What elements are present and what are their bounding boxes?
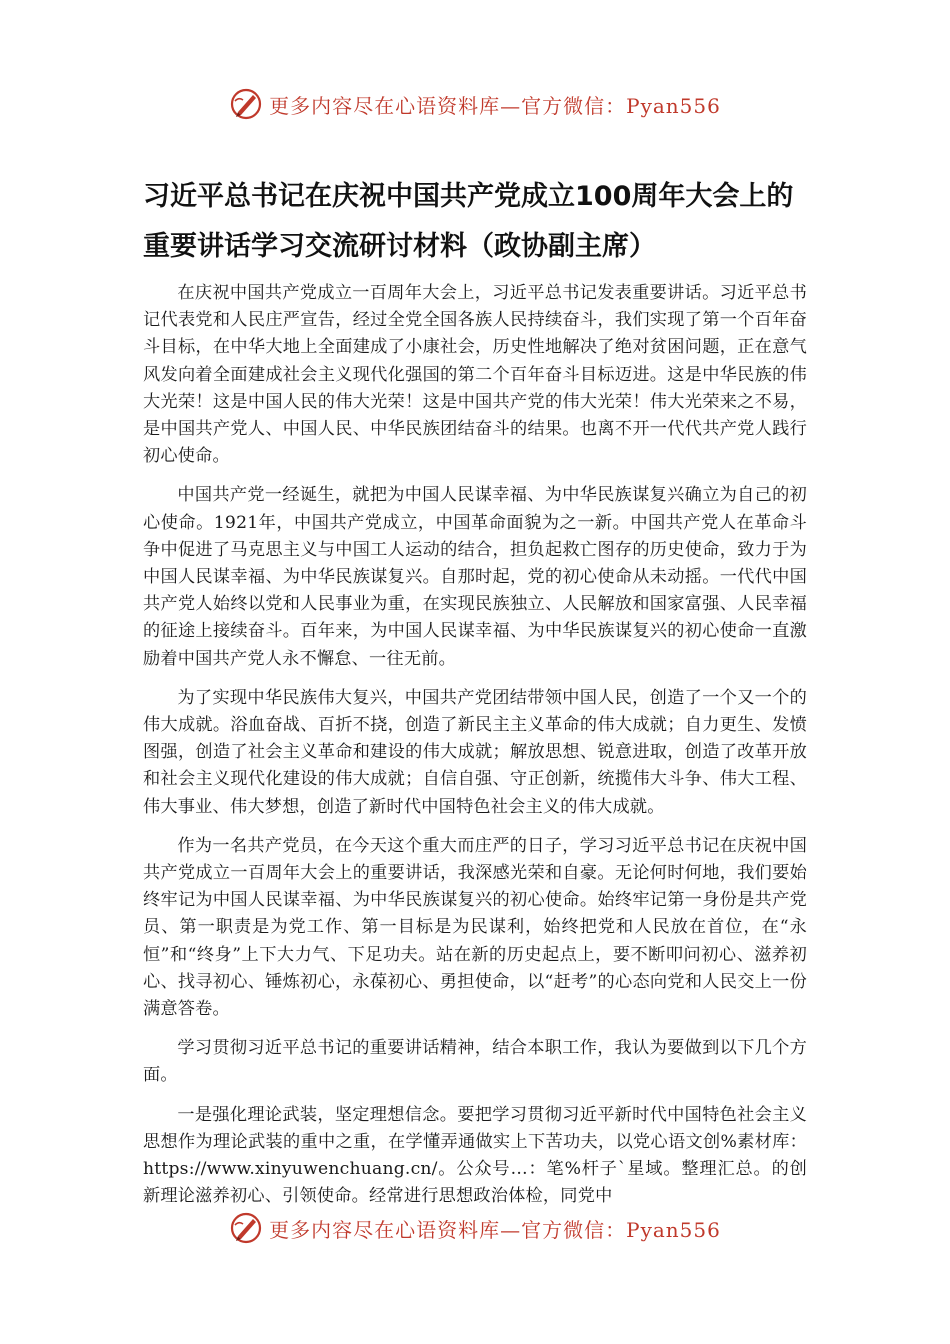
paragraph: 学习贯彻习近平总书记的重要讲话精神，结合本职工作，我认为要做到以下几个方面。	[143, 1038, 807, 1086]
header-banner-text: 更多内容尽在心语资料库—官方微信：Pyan556	[269, 93, 721, 118]
paragraph: 一是强化理论武装，坚定理想信念。要把学习贯彻习近平新时代中国特色社会主义思想作为理论武装的重中之重，在学懂弄通做实上下苦功夫，以党心语文创%素材库：https://www.xinyuwenchuang.cn/。公众号…：笔%杆子`星域。整理汇总。的创新理论滋养初心、引领使命。经常进行思想政治体检，同党中	[143, 1104, 807, 1207]
document-title: 习近平总书记在庆祝中国共产党成立100周年大会上的重要讲话学习交流研讨材料（政协副主席）	[143, 181, 794, 262]
header-banner	[0, 84, 950, 124]
footer-banner-text: 更多内容尽在心语资料库—官方微信：Pyan556	[269, 1217, 721, 1242]
paragraph: 作为一名共产党员，在今天这个重大而庄严的日子，学习习近平总书记在庆祝中国共产党成立一百周年大会上的重要讲话，我深感光荣和自豪。无论何时何地，我们要始终牢记为中国人民谋幸福、为中华民族谋复兴的初心使命。始终牢记第一身份是共产党员、第一职责是为党工作、第一目标是为民谋利，始终把党和人民放在首位，在“永恒”和“终身”上下大力气、下足功夫。站在新的历史起点上，要不断叩问初心、滋养初心、找寻初心、锤炼初心，永葆初心、勇担使命，以“赶考”的心态向党和人民交上一份满意答卷。	[143, 835, 807, 1020]
paragraph: 为了实现中华民族伟大复兴，中国共产党团结带领中国人民，创造了一个又一个的伟大成就。浴血奋战、百折不挠，创造了新民主主义革命的伟大成就；自力更生、发愤图强，创造了社会主义革命和建设的伟大成就；解放思想、锐意进取，创造了改革开放和社会主义现代化建设的伟大成就；自信自强、守正创新，统揽伟大斗争、伟大工程、伟大事业、伟大梦想，创造了新时代中国特色社会主义的伟大成就。	[143, 687, 807, 817]
paragraph: 在庆祝中国共产党成立一百周年大会上，习近平总书记发表重要讲话。习近平总书记代表党和人民庄严宣告，经过全党全国各族人民持续奋斗，我们实现了第一个百年奋斗目标，在中华大地上全面建成了小康社会，历史性地解决了绝对贫困问题，正在意气风发向着全面建成社会主义现代化强国的第二个百年奋斗目标迈进。这是中华民族的伟大光荣！这是中国人民的伟大光荣！这是中国共产党的伟大光荣！伟大光荣来之不易，是中国共产党人、中国人民、中华民族团结奋斗的结果。也离不开一代代共产党人践行初心使命。	[143, 283, 807, 467]
paragraph: 中国共产党一经诞生，就把为中国人民谋幸福、为中华民族谋复兴确立为自己的初心使命。1921年，中国共产党成立，中国革命面貌为之一新。中国共产党人在革命斗争中促进了马克思主义与中国工人运动的结合，担负起救亡图存的历史使命，致力于为中国人民谋幸福、为中华民族谋复兴。自那时起，党的初心使命从未动摇。一代代中国共产党人始终以党和人民事业为重，在实现民族独立、人民解放和国家富强、人民幸福的征途上接续奋斗。百年来，为中国人民谋幸福、为中华民族谋复兴的初心使命一直激励着中国共产党人永不懈怠、一往无前。	[143, 485, 807, 669]
document-body	[143, 280, 807, 1207]
pen-logo-icon	[229, 87, 263, 121]
footer-banner	[0, 1208, 950, 1248]
pen-logo-icon	[229, 1211, 263, 1245]
